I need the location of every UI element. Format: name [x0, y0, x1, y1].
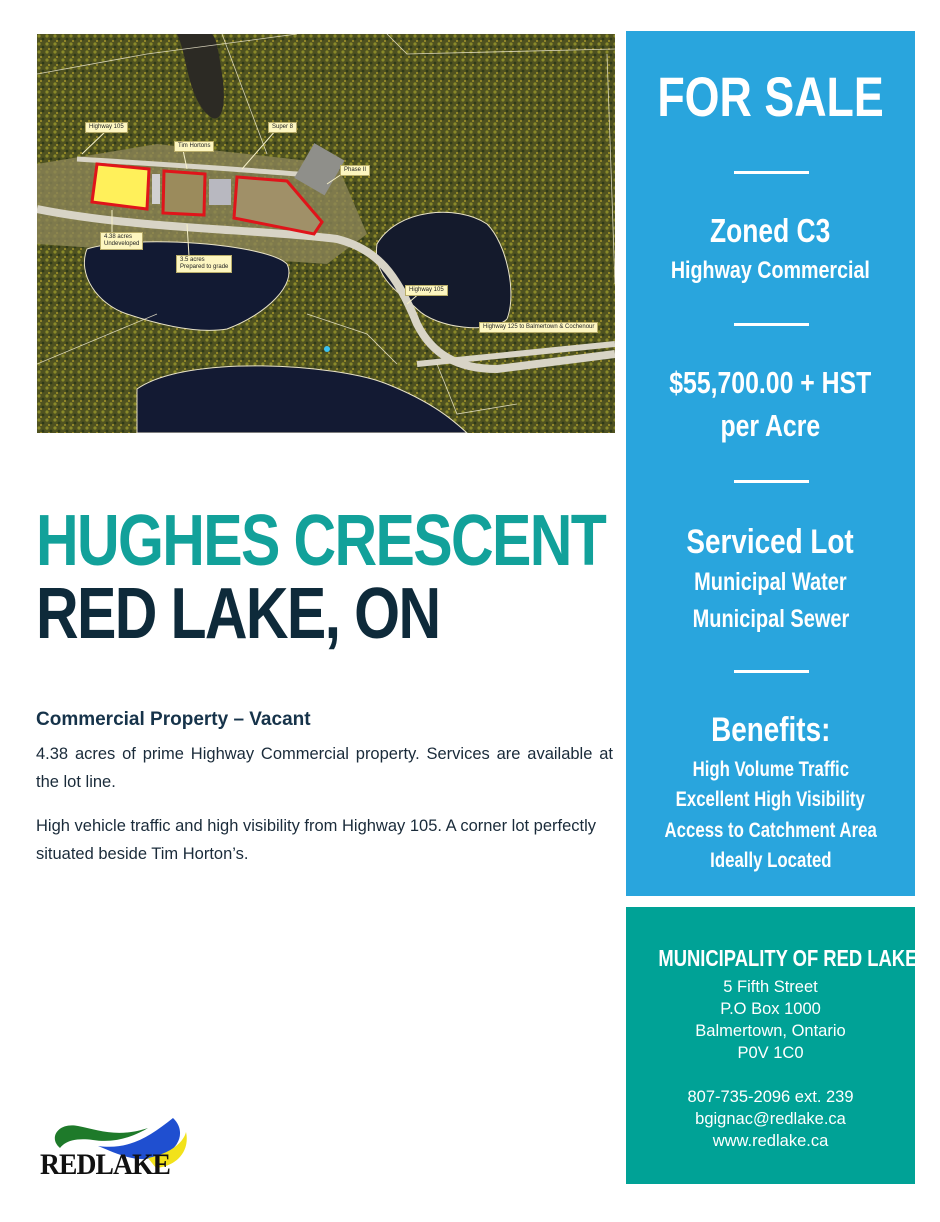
contact-email-link[interactable]: bgignac@redlake.ca	[695, 1110, 846, 1128]
service-item-sewer: Municipal Sewer	[692, 605, 849, 633]
map-label-super-8: Super 8	[268, 122, 297, 133]
red-lake-logo	[38, 1110, 188, 1185]
map-label-highway-105: Highway 105	[85, 122, 128, 133]
map-label-line: Undeveloped	[104, 241, 140, 247]
contact-website-link[interactable]: www.redlake.ca	[712, 1132, 829, 1150]
zoning-title: Zoned C3	[710, 212, 831, 249]
address-line: P0V 1C0	[737, 1044, 804, 1062]
for-sale-panel	[626, 31, 915, 896]
benefit-item: Access to Catchment Area	[664, 819, 877, 842]
divider	[734, 670, 809, 673]
benefits-title: Benefits:	[710, 711, 831, 749]
benefit-item: Excellent High Visibility	[675, 788, 866, 811]
description-paragraph-1: 4.38 acres of prime Highway Commercial property. Services are available at the lot line.	[36, 745, 613, 791]
property-subhead: Commercial Property – Vacant	[36, 709, 311, 730]
benefit-item: High Volume Traffic	[692, 758, 849, 781]
for-sale-heading: FOR SALE	[657, 65, 884, 128]
map-label-line: Prepared to grade	[180, 264, 229, 270]
benefit-item: Ideally Located	[709, 849, 832, 872]
service-item-water: Municipal Water	[694, 568, 847, 596]
map-label-line: 3.5 acres	[180, 257, 205, 263]
red-lake-logo-text: REDLAKE	[40, 1148, 171, 1181]
aerial-map-image	[37, 34, 615, 433]
map-label-tim-hortons: Tim Hortons	[174, 141, 214, 152]
divider	[734, 480, 809, 483]
divider	[734, 171, 809, 174]
map-label-highway-125: Highway 125 to Balmertown & Cochenour	[479, 322, 598, 333]
property-title-street: HUGHES CRESCENT	[36, 501, 606, 581]
contact-org-name: MUNICIPALITY OF RED LAKE	[658, 945, 918, 971]
address-line: P.O Box 1000	[720, 1000, 821, 1018]
map-label-lot-3-5-acres	[176, 255, 232, 273]
services-title: Serviced Lot	[686, 523, 855, 561]
contact-phone: 807-735-2096 ext. 239	[687, 1088, 854, 1106]
address-line: 5 Fifth Street	[723, 978, 818, 996]
contact-panel	[626, 907, 918, 1184]
price-line-2: per Acre	[720, 408, 821, 443]
map-label-lot-4-38-acres	[100, 232, 143, 250]
zoning-subtitle: Highway Commercial	[670, 257, 871, 284]
address-line: Balmertown, Ontario	[695, 1022, 846, 1040]
description-paragraph-2: High vehicle traffic and high visibility from Highway 105. A corner lot perfectly situated beside Tim Horton’s.	[36, 817, 597, 863]
divider	[734, 323, 809, 326]
price-line-1: $55,700.00 + HST	[669, 365, 872, 400]
property-title-city: RED LAKE, ON	[36, 574, 440, 654]
map-label-phase-2: Phase II	[340, 165, 370, 176]
map-label-highway-105-right: Highway 105	[405, 285, 448, 296]
map-label-line: 4.38 acres	[104, 234, 133, 240]
